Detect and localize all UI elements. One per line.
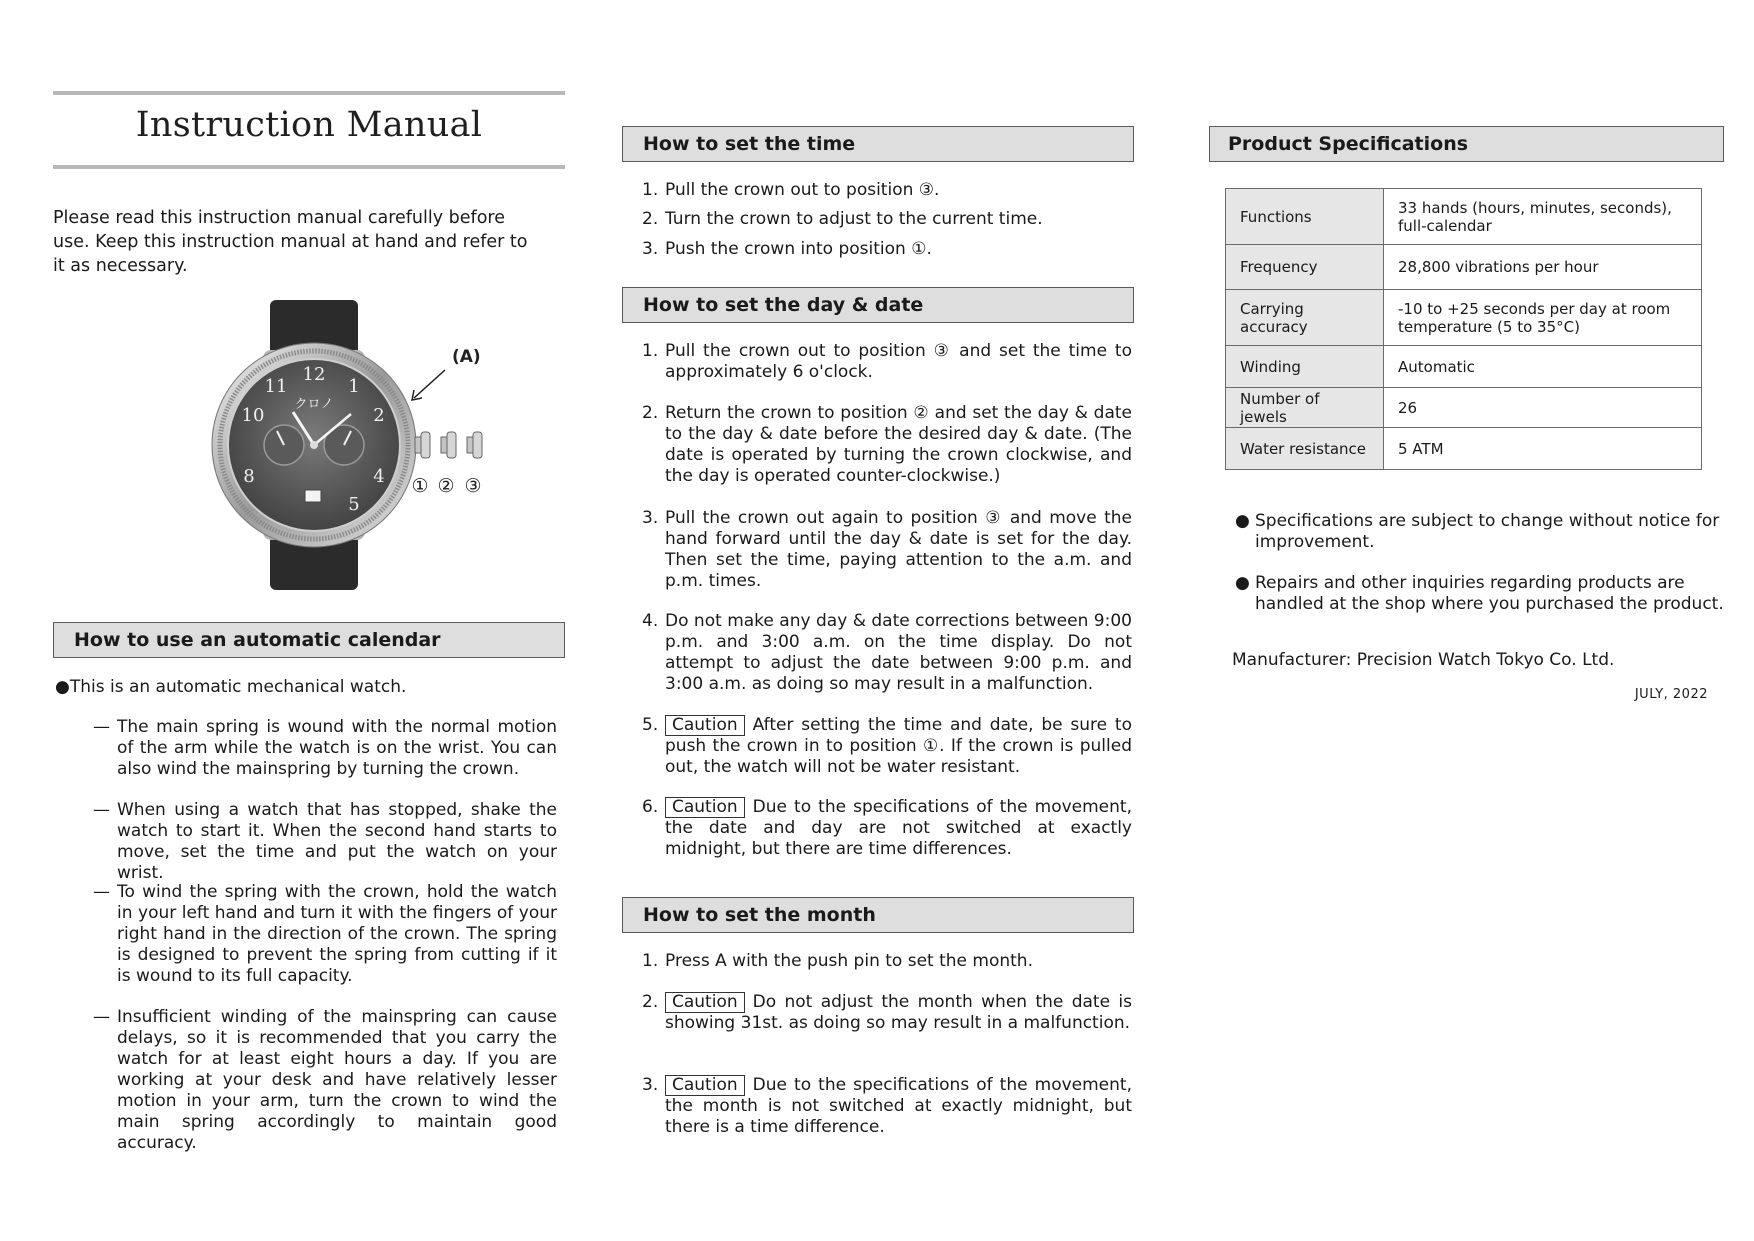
spec-value: Automatic xyxy=(1384,346,1702,388)
spec-label: Frequency xyxy=(1226,245,1384,290)
crown-position-1 xyxy=(415,432,430,458)
caution-label: Caution xyxy=(665,797,745,818)
spec-label: Carrying accuracy xyxy=(1226,290,1384,346)
spec-row xyxy=(1226,346,1702,388)
set-time-heading: How to set the time xyxy=(622,126,1134,162)
position-3-label: ③ xyxy=(464,475,482,497)
callout-arrow xyxy=(414,370,445,398)
spec-label: Water resistance xyxy=(1226,428,1384,470)
svg-text:4: 4 xyxy=(373,466,385,487)
publication-date: JULY, 2022 xyxy=(1634,687,1708,702)
specs-heading: Product Specifications xyxy=(1209,126,1724,162)
spec-row xyxy=(1226,290,1702,346)
spec-label: Winding xyxy=(1226,346,1384,388)
spec-label: Number of jewels xyxy=(1226,388,1384,428)
spec-value: 26 xyxy=(1384,388,1702,428)
svg-text:8: 8 xyxy=(243,466,255,487)
dial-brand: クロノ xyxy=(294,397,334,412)
set-day-date-heading: How to set the day & date xyxy=(622,287,1134,323)
caution-label: Caution xyxy=(665,715,745,736)
svg-text:2: 2 xyxy=(373,405,385,426)
calendar-heading: How to use an automatic calendar xyxy=(53,622,565,658)
title-top-rule xyxy=(53,91,565,95)
spec-value: -10 to +25 seconds per day at room temperature (5 to 35°C) xyxy=(1384,290,1702,346)
caution-label: Caution xyxy=(665,1075,745,1096)
spec-value: 28,800 vibrations per hour xyxy=(1384,245,1702,290)
spec-label: Functions xyxy=(1226,189,1384,245)
svg-text:1: 1 xyxy=(348,376,360,397)
spec-value: 33 hands (hours, minutes, seconds), full-calendar xyxy=(1384,189,1702,245)
spec-row xyxy=(1226,428,1702,470)
spec-value: 5 ATM xyxy=(1384,428,1702,470)
spec-row xyxy=(1226,189,1702,245)
svg-text:12: 12 xyxy=(302,364,326,385)
svg-text:11: 11 xyxy=(264,376,288,397)
caution-label: Caution xyxy=(665,992,745,1013)
specs-table xyxy=(1225,188,1702,470)
watch-illustration xyxy=(173,300,493,590)
crown-position-2 xyxy=(441,432,456,458)
svg-text:10: 10 xyxy=(241,405,265,426)
spec-row xyxy=(1226,388,1702,428)
position-2-label: ② xyxy=(437,475,455,497)
callout-label: (A) xyxy=(452,347,481,367)
title-bottom-rule xyxy=(53,165,565,169)
position-1-label: ① xyxy=(411,475,429,497)
calendar-lead: ●This is an automatic mechanical watch. xyxy=(55,677,407,697)
date-window xyxy=(305,490,321,502)
spec-row xyxy=(1226,245,1702,290)
intro-paragraph: Please read this instruction manual carefully before use. Keep this instruction manual at hand and refer to it as necessary. xyxy=(53,208,528,276)
crown-position-3 xyxy=(467,432,482,458)
svg-text:5: 5 xyxy=(348,494,360,515)
manufacturer: Manufacturer: Precision Watch Tokyo Co. Ltd. xyxy=(1232,650,1615,670)
set-month-heading: How to set the month xyxy=(622,897,1134,933)
document-title: Instruction Manual xyxy=(135,105,483,145)
